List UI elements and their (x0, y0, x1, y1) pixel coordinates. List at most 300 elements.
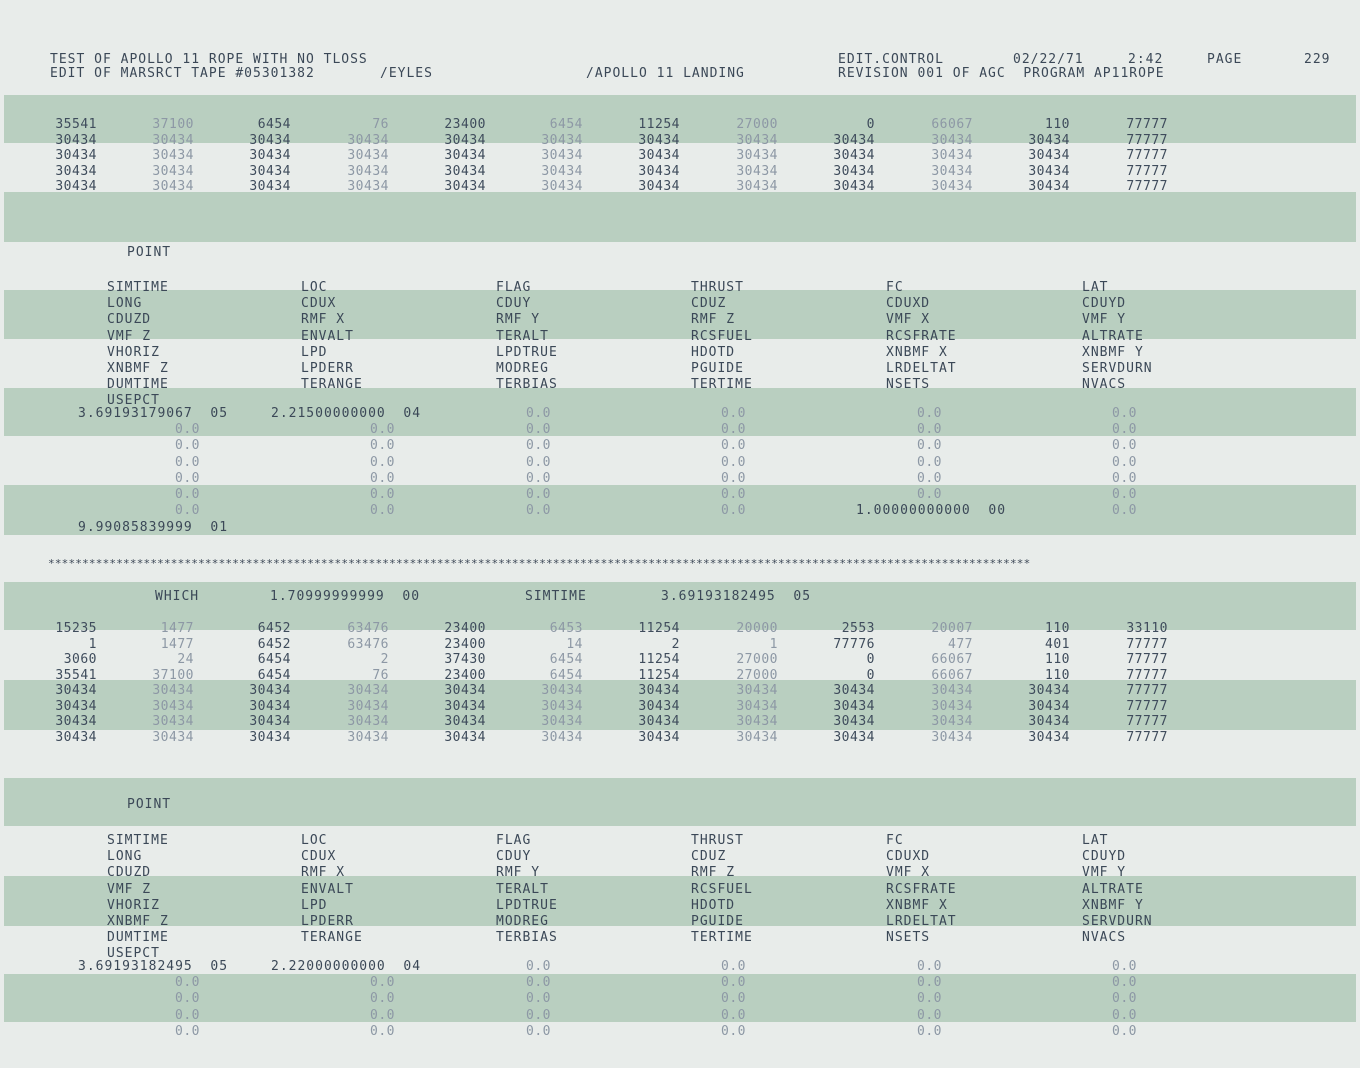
octal-cell: 27000 (736, 667, 778, 683)
field-value: 0.0 (917, 438, 942, 454)
field-value: 0.0 (175, 503, 200, 519)
field-value: 0.0 (526, 454, 551, 470)
octal-cell: 3060 (63, 652, 97, 667)
field-value: 0.0 (721, 1007, 746, 1023)
simtime-value: 3.69193182495 05 (661, 589, 812, 604)
octal-cell: 30434 (931, 179, 973, 194)
octal-cell: 30434 (736, 683, 778, 698)
octal-cell: 77777 (1126, 179, 1168, 194)
octal-cell: 30434 (638, 132, 680, 148)
field-label: NVACS (1082, 930, 1127, 946)
field-label: CDUXD (886, 296, 931, 312)
octal-cell: 30434 (541, 148, 583, 163)
octal-cell: 30434 (931, 132, 973, 148)
octal-cell: 30434 (55, 163, 97, 179)
octal-cell: 30434 (249, 179, 291, 194)
field-value: 0.0 (175, 454, 200, 470)
field-label: ENVALT (301, 328, 354, 344)
octal-cell: 6454 (549, 117, 583, 132)
octal-cell: 77777 (1126, 636, 1168, 652)
octal-cell: 35541 (55, 117, 97, 132)
octal-cell: 30434 (833, 179, 875, 194)
field-label: CDUZD (107, 312, 152, 328)
field-label: SERVDURN (1082, 914, 1153, 929)
octal-cell: 30434 (638, 179, 680, 194)
octal-cell: 66067 (931, 667, 973, 683)
octal-cell: 30434 (736, 148, 778, 163)
field-value: 0.0 (526, 959, 551, 974)
octal-cell: 30434 (833, 698, 875, 714)
field-label: RMF Z (691, 865, 736, 881)
field-label: PGUIDE (691, 361, 744, 376)
octal-cell: 30434 (152, 729, 194, 745)
octal-cell: 14 (566, 636, 583, 652)
field-value: 0.0 (1112, 438, 1137, 454)
octal-cell: 30434 (152, 683, 194, 698)
octal-cell: 30434 (833, 148, 875, 163)
octal-cell: 30434 (249, 714, 291, 729)
field-label: VMF Y (1082, 865, 1127, 881)
field-value: 0.0 (175, 975, 200, 991)
field-label: RCSFRATE (886, 328, 957, 344)
header-page-label: PAGE (1207, 52, 1243, 67)
octal-cell: 30434 (931, 714, 973, 729)
octal-cell: 30434 (152, 132, 194, 148)
octal-cell: 30434 (55, 683, 97, 698)
field-label: TERBIAS (496, 930, 558, 946)
octal-cell: 110 (1045, 621, 1070, 636)
field-label: NVACS (1082, 377, 1127, 393)
octal-cell: 77777 (1126, 163, 1168, 179)
octal-cell: 6454 (257, 652, 291, 667)
octal-cell: 30434 (152, 179, 194, 194)
field-value: 0.0 (1112, 1023, 1137, 1039)
octal-cell: 30434 (249, 148, 291, 163)
octal-cell: 30434 (541, 714, 583, 729)
field-label: TERTIME (691, 930, 753, 946)
field-label: VMF X (886, 865, 931, 881)
field-label: CDUY (496, 849, 532, 865)
header-mission: /APOLLO 11 LANDING (586, 66, 745, 81)
octal-cell: 30434 (541, 683, 583, 698)
field-label: NSETS (886, 377, 931, 393)
field-value: 0.0 (721, 959, 746, 974)
field-value: 0.0 (917, 959, 942, 974)
field-label: TERANGE (301, 930, 363, 946)
field-value: 0.0 (1112, 1007, 1137, 1023)
octal-cell: 77777 (1126, 148, 1168, 163)
octal-cell: 30434 (55, 148, 97, 163)
field-value: 0.0 (721, 438, 746, 454)
octal-cell: 66067 (931, 652, 973, 667)
octal-cell: 30434 (152, 698, 194, 714)
header-tape-edit: EDIT OF MARSRCT TAPE #05301382 (50, 66, 315, 81)
octal-cell: 1477 (160, 636, 194, 652)
octal-cell: 401 (1045, 636, 1070, 652)
field-value: 0.0 (1112, 406, 1137, 421)
octal-cell: 6454 (549, 652, 583, 667)
field-label: XNBMF Z (107, 361, 169, 376)
field-label: ALTRATE (1082, 881, 1144, 897)
octal-cell: 23400 (444, 667, 486, 683)
field-label: HDOTD (691, 897, 736, 913)
field-value: 0.0 (175, 422, 200, 438)
field-label: RMF Y (496, 312, 541, 328)
header-revision: REVISION 001 OF AGC PROGRAM AP11ROPE (838, 66, 1165, 81)
field-value: 0.0 (721, 406, 746, 421)
field-label: XNBMF X (886, 897, 948, 913)
field-value: 0.0 (175, 991, 200, 1007)
octal-cell: 77777 (1126, 714, 1168, 729)
field-value: 0.0 (175, 1007, 200, 1023)
field-value: 1.00000000000 00 (856, 503, 1007, 519)
field-label: THRUST (691, 833, 744, 848)
field-value: 0.0 (526, 975, 551, 991)
octal-cell: 37100 (152, 117, 194, 132)
octal-cell: 2 (671, 636, 680, 652)
greenbar-band (4, 192, 1356, 242)
field-value: 0.0 (721, 1023, 746, 1039)
octal-cell: 30434 (347, 148, 389, 163)
octal-cell: 2553 (841, 621, 875, 636)
octal-cell: 30434 (249, 132, 291, 148)
field-value: 0.0 (721, 503, 746, 519)
field-value: 0.0 (175, 487, 200, 502)
octal-cell: 30434 (152, 163, 194, 179)
field-label: CDUX (301, 849, 337, 865)
octal-cell: 30434 (541, 132, 583, 148)
field-label: TERALT (496, 881, 549, 897)
octal-cell: 30434 (55, 132, 97, 148)
field-label: USEPCT (107, 946, 160, 962)
field-value: 0.0 (1112, 470, 1137, 486)
field-label: CDUZ (691, 296, 727, 312)
field-value: 0.0 (370, 470, 395, 486)
field-label: XNBMF Y (1082, 897, 1144, 913)
field-label: LAT (1082, 280, 1109, 295)
octal-cell: 66067 (931, 117, 973, 132)
field-value: 0.0 (721, 470, 746, 486)
octal-cell: 30434 (152, 714, 194, 729)
field-label: RMF X (301, 312, 346, 328)
field-value: 0.0 (175, 1023, 200, 1039)
field-label: SIMTIME (107, 280, 169, 295)
field-value: 0.0 (370, 454, 395, 470)
octal-cell: 20000 (736, 621, 778, 636)
field-value: 0.0 (370, 991, 395, 1007)
field-label: LPDERR (301, 361, 354, 376)
field-label: ENVALT (301, 881, 354, 897)
octal-cell: 30434 (541, 698, 583, 714)
field-value: 0.0 (370, 1007, 395, 1023)
field-value: 0.0 (526, 1007, 551, 1023)
field-label: VMF Z (107, 881, 152, 897)
octal-cell: 30434 (1028, 148, 1070, 163)
octal-cell: 30434 (736, 698, 778, 714)
octal-cell: 77776 (833, 636, 875, 652)
field-label: TERALT (496, 328, 549, 344)
octal-cell: 30434 (444, 729, 486, 745)
field-label: TERANGE (301, 377, 363, 393)
octal-cell: 30434 (55, 714, 97, 729)
field-value: 0.0 (721, 422, 746, 438)
field-label: RMF X (301, 865, 346, 881)
field-value: 3.69193182495 05 (78, 959, 229, 974)
octal-cell: 24 (177, 652, 194, 667)
octal-cell: 30434 (444, 683, 486, 698)
header-page-number: 229 (1304, 52, 1331, 67)
field-label: TERTIME (691, 377, 753, 393)
octal-cell: 30434 (1028, 683, 1070, 698)
field-label: XNBMF Z (107, 914, 169, 929)
field-value: 0.0 (721, 991, 746, 1007)
octal-cell: 27000 (736, 117, 778, 132)
field-value: 0.0 (917, 975, 942, 991)
field-value: 0.0 (526, 503, 551, 519)
octal-cell: 30434 (55, 179, 97, 194)
octal-cell: 77777 (1126, 683, 1168, 698)
field-value: 0.0 (370, 503, 395, 519)
octal-cell: 76 (372, 117, 389, 132)
octal-cell: 30434 (347, 714, 389, 729)
field-label: LPDTRUE (496, 344, 558, 360)
octal-cell: 0 (866, 117, 875, 132)
octal-cell: 30434 (638, 683, 680, 698)
field-label: CDUYD (1082, 849, 1127, 865)
octal-cell: 110 (1045, 667, 1070, 683)
octal-cell: 30434 (347, 132, 389, 148)
greenbar-band (4, 290, 1356, 339)
octal-cell: 76 (372, 667, 389, 683)
field-label: NSETS (886, 930, 931, 946)
octal-cell: 0 (866, 667, 875, 683)
octal-cell: 30434 (638, 148, 680, 163)
octal-cell: 30434 (55, 729, 97, 745)
header-time: 2:42 (1128, 52, 1164, 67)
octal-cell: 30434 (931, 163, 973, 179)
octal-cell: 30434 (1028, 179, 1070, 194)
field-value: 0.0 (1112, 454, 1137, 470)
field-label: XNBMF Y (1082, 344, 1144, 360)
field-value: 0.0 (526, 438, 551, 454)
octal-cell: 30434 (249, 698, 291, 714)
octal-cell: 27000 (736, 652, 778, 667)
field-label: LAT (1082, 833, 1109, 848)
octal-cell: 30434 (931, 148, 973, 163)
octal-cell: 6453 (549, 621, 583, 636)
point-title: POINT (127, 797, 172, 812)
octal-cell: 30434 (931, 683, 973, 698)
octal-cell: 77777 (1126, 132, 1168, 148)
octal-cell: 77777 (1126, 117, 1168, 132)
separator-line: ************************************************************************************************************************************************ (48, 557, 1031, 570)
field-label: ALTRATE (1082, 328, 1144, 344)
header-title: TEST OF APOLLO 11 ROPE WITH NO TLOSS (50, 52, 368, 67)
greenbar-band (4, 778, 1356, 826)
field-label: THRUST (691, 280, 744, 295)
field-label: PGUIDE (691, 914, 744, 929)
field-label: VHORIZ (107, 344, 160, 360)
octal-cell: 30434 (249, 163, 291, 179)
octal-cell: 77777 (1126, 729, 1168, 745)
field-value: 0.0 (917, 454, 942, 470)
field-label: VMF Y (1082, 312, 1127, 328)
field-value: 0.0 (1112, 487, 1137, 502)
header-edit-control: EDIT.CONTROL (838, 52, 944, 67)
field-label: LPDERR (301, 914, 354, 929)
octal-cell: 30434 (833, 132, 875, 148)
octal-cell: 30434 (444, 148, 486, 163)
field-label: VMF Z (107, 328, 152, 344)
field-label: FLAG (496, 833, 532, 848)
field-label: LOC (301, 833, 328, 848)
field-label: SIMTIME (107, 833, 169, 848)
field-value: 0.0 (370, 422, 395, 438)
octal-cell: 30434 (931, 729, 973, 745)
octal-cell: 30434 (249, 683, 291, 698)
header-author: /EYLES (380, 66, 433, 81)
field-label: LONG (107, 296, 143, 312)
field-label: VMF X (886, 312, 931, 328)
octal-cell: 20007 (931, 621, 973, 636)
octal-cell: 30434 (1028, 714, 1070, 729)
octal-cell: 30434 (541, 163, 583, 179)
octal-cell: 30434 (736, 132, 778, 148)
field-value: 9.99085839999 01 (78, 520, 229, 535)
octal-cell: 30434 (736, 714, 778, 729)
field-value: 0.0 (526, 487, 551, 502)
field-value: 0.0 (370, 487, 395, 502)
greenbar-band (4, 876, 1356, 926)
field-label: LRDELTAT (886, 914, 957, 929)
octal-cell: 30434 (347, 179, 389, 194)
point-title: POINT (127, 245, 172, 260)
field-value: 0.0 (1112, 503, 1137, 519)
octal-cell: 6454 (549, 667, 583, 683)
octal-cell: 77777 (1126, 698, 1168, 714)
field-label: LPD (301, 344, 328, 360)
octal-cell: 30434 (833, 714, 875, 729)
field-label: RMF Z (691, 312, 736, 328)
octal-cell: 6454 (257, 117, 291, 132)
octal-cell: 30434 (55, 698, 97, 714)
field-value: 0.0 (370, 1023, 395, 1039)
octal-cell: 37430 (444, 652, 486, 667)
field-value: 3.69193179067 05 (78, 406, 229, 421)
octal-cell: 30434 (736, 163, 778, 179)
field-label: LONG (107, 849, 143, 865)
octal-cell: 30434 (541, 729, 583, 745)
field-label: RCSFRATE (886, 881, 957, 897)
octal-cell: 30434 (1028, 132, 1070, 148)
field-value: 0.0 (175, 438, 200, 454)
header-date: 02/22/71 (1013, 52, 1084, 67)
field-value: 0.0 (721, 975, 746, 991)
octal-cell: 11254 (638, 621, 680, 636)
octal-cell: 30434 (444, 179, 486, 194)
octal-cell: 33110 (1126, 621, 1168, 636)
octal-cell: 30434 (736, 729, 778, 745)
field-label: CDUXD (886, 849, 931, 865)
field-value: 0.0 (526, 470, 551, 486)
octal-cell: 30434 (444, 163, 486, 179)
field-value: 0.0 (1112, 991, 1137, 1007)
field-value: 0.0 (370, 438, 395, 454)
field-value: 0.0 (917, 470, 942, 486)
octal-cell: 63476 (347, 621, 389, 636)
octal-cell: 30434 (931, 698, 973, 714)
field-label: LRDELTAT (886, 361, 957, 376)
field-label: FLAG (496, 280, 532, 295)
field-label: VHORIZ (107, 897, 160, 913)
octal-cell: 30434 (1028, 698, 1070, 714)
octal-cell: 30434 (444, 132, 486, 148)
octal-cell: 30434 (638, 698, 680, 714)
octal-cell: 15235 (55, 621, 97, 636)
octal-cell: 30434 (347, 163, 389, 179)
field-label: FC (886, 833, 904, 848)
field-value: 0.0 (917, 487, 942, 502)
field-label: DUMTIME (107, 377, 169, 393)
field-value: 0.0 (721, 487, 746, 502)
field-label: LPDTRUE (496, 897, 558, 913)
field-value: 0.0 (917, 1007, 942, 1023)
octal-cell: 11254 (638, 667, 680, 683)
octal-cell: 30434 (833, 163, 875, 179)
field-value: 0.0 (917, 1023, 942, 1039)
octal-cell: 30434 (249, 729, 291, 745)
which-label: WHICH (155, 589, 200, 604)
field-label: RMF Y (496, 865, 541, 881)
octal-cell: 2 (380, 652, 389, 667)
octal-cell: 30434 (347, 729, 389, 745)
field-value: 0.0 (526, 991, 551, 1007)
field-label: FC (886, 280, 904, 295)
octal-cell: 110 (1045, 117, 1070, 132)
which-value: 1.70999999999 00 (270, 589, 421, 604)
field-value: 0.0 (1112, 975, 1137, 991)
octal-cell: 110 (1045, 652, 1070, 667)
field-label: CDUZD (107, 865, 152, 881)
octal-cell: 30434 (638, 714, 680, 729)
field-value: 0.0 (917, 991, 942, 1007)
octal-cell: 77777 (1126, 667, 1168, 683)
field-label: RCSFUEL (691, 328, 753, 344)
octal-cell: 23400 (444, 636, 486, 652)
field-label: MODREG (496, 914, 549, 929)
octal-cell: 63476 (347, 636, 389, 652)
simtime-label: SIMTIME (525, 589, 587, 604)
octal-cell: 30434 (1028, 729, 1070, 745)
field-label: USEPCT (107, 393, 160, 409)
octal-cell: 30434 (347, 698, 389, 714)
octal-cell: 23400 (444, 621, 486, 636)
field-label: XNBMF X (886, 344, 948, 360)
field-label: SERVDURN (1082, 361, 1153, 376)
octal-cell: 30434 (444, 698, 486, 714)
octal-cell: 1477 (160, 621, 194, 636)
octal-cell: 6454 (257, 667, 291, 683)
field-value: 2.22000000000 04 (271, 959, 422, 974)
octal-cell: 23400 (444, 117, 486, 132)
octal-cell: 30434 (444, 714, 486, 729)
octal-cell: 30434 (1028, 163, 1070, 179)
field-label: LPD (301, 897, 328, 913)
octal-cell: 1 (88, 636, 97, 652)
field-label: CDUX (301, 296, 337, 312)
octal-cell: 30434 (541, 179, 583, 194)
field-label: RCSFUEL (691, 881, 753, 897)
